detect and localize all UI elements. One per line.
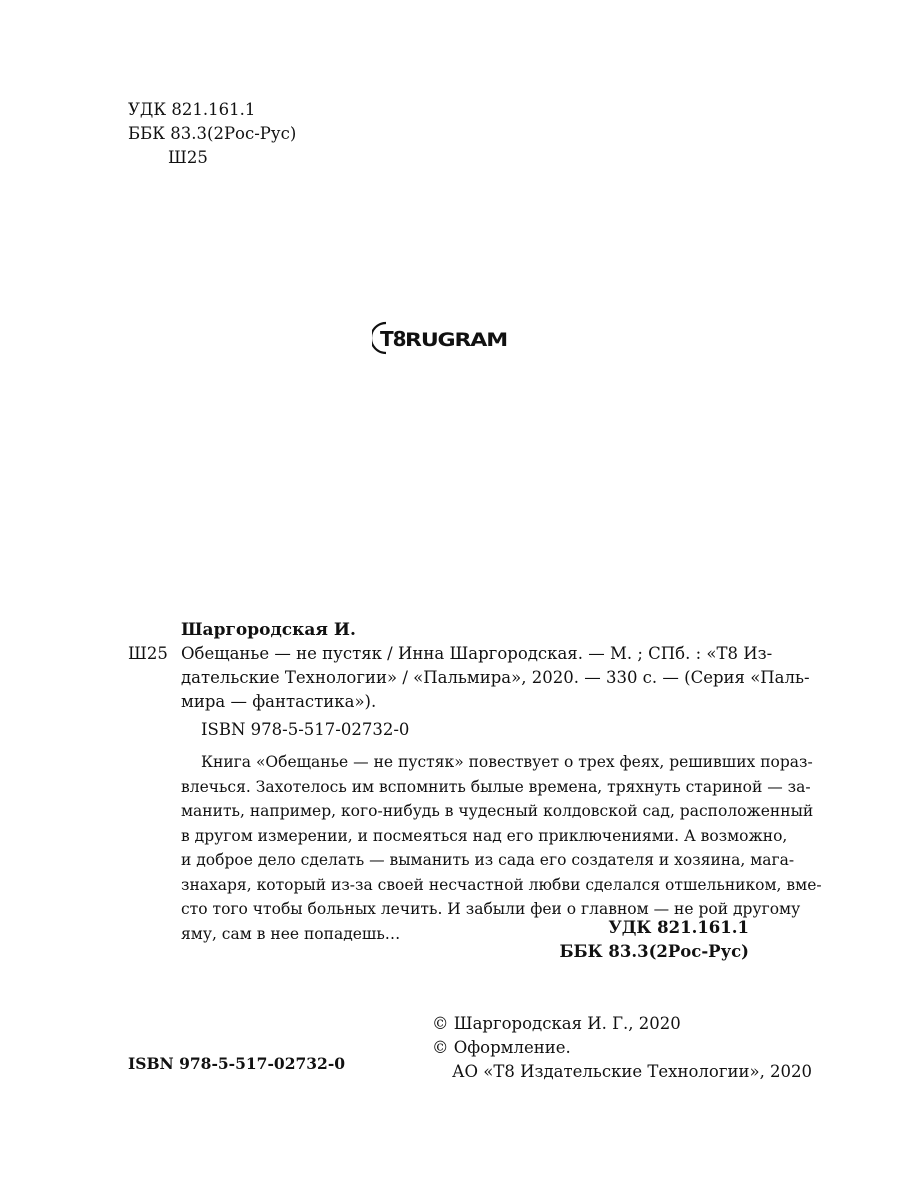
annotation-line: влечься. Захотелось им вспомнить былые времена, тряхнуть стариной — за-	[181, 777, 811, 796]
svg-text:T8: T8	[380, 327, 406, 351]
annotation-line: сто того чтобы больных лечить. И забыли феи о главном — не рой другому	[181, 900, 801, 918]
top-classification-codes	[128, 98, 296, 170]
record-udk-code: УДК 821.161.1	[608, 918, 749, 937]
svg-text:RUGRAM: RUGRAM	[405, 329, 508, 351]
t8-rugram-logo-icon	[372, 318, 512, 358]
annotation-line: знахаря, который из-за своей несчастной любви сделался отшельником, вме-	[181, 875, 822, 894]
bibliographic-description	[181, 642, 810, 714]
isbn-record: ISBN 978-5-517-02732-0	[201, 720, 410, 739]
record-author-mark: Ш25	[128, 644, 168, 663]
author-mark: Ш25	[168, 148, 208, 167]
annotation-line: яму, сам в нее попадешь…	[181, 924, 401, 943]
copyright-publisher: АО «Т8 Издательские Технологии», 2020	[452, 1062, 813, 1081]
annotation-line: и доброе дело сделать — выманить из сада его создателя и хозяина, мага-	[181, 851, 795, 869]
copyright-block	[432, 1012, 812, 1084]
copyright-author: © Шаргородская И. Г., 2020	[432, 1014, 681, 1033]
author-heading: Шаргородская И.	[181, 620, 356, 640]
bib-line: дательские Технологии» / «Пальмира», 2020. — 330 с. — (Серия «Паль-	[181, 668, 810, 687]
record-classification-codes	[559, 916, 749, 964]
annotation-line: в другом измерении, и посмеяться над его приключениями. А возможно,	[181, 826, 788, 845]
annotation-line: манить, например, кого-нибудь в чудесный колдовской сад, расположенный	[181, 802, 814, 820]
annotation-line: Книга «Обещанье — не пустяк» повествует о трех феях, решивших пораз-	[201, 753, 813, 771]
bib-line: Обещанье — не пустяк / Инна Шаргородская. — М. ; СПб. : «Т8 Из-	[181, 644, 773, 663]
udk-code: УДК 821.161.1	[128, 100, 256, 119]
publisher-logo	[372, 318, 512, 358]
isbn-bottom: ISBN 978-5-517-02732-0	[128, 1054, 346, 1073]
copyright-design: © Оформление.	[432, 1038, 571, 1057]
bbk-code: ББК 83.3(2Рос-Рус)	[128, 124, 297, 143]
record-bbk-code: ББК 83.3(2Рос-Рус)	[559, 942, 749, 961]
bib-line: мира — фантастика»).	[181, 692, 377, 711]
